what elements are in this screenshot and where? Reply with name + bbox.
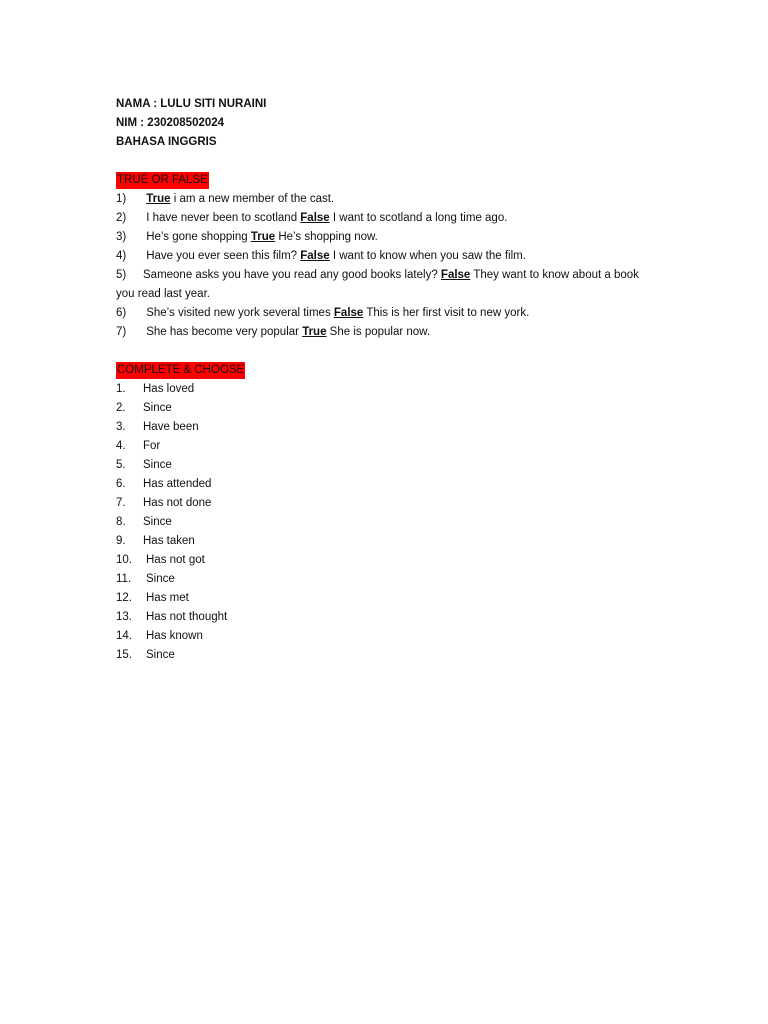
- answer-item: [116, 551, 656, 570]
- item-answer-text: Since: [146, 573, 175, 585]
- answer-item: [116, 494, 656, 513]
- spacer: [116, 342, 656, 361]
- item-explanation: I want to scotland a long time ago.: [329, 212, 508, 224]
- true-false-heading: TRUE OR FALSE: [116, 172, 209, 189]
- item-number: 11.: [116, 573, 132, 585]
- item-explanation: I want to know when you saw the film.: [329, 250, 526, 262]
- item-answer: True: [146, 193, 171, 205]
- true-false-item: [116, 209, 656, 228]
- item-number: 8.: [116, 516, 126, 528]
- item-question: Have you ever seen this film?: [146, 250, 301, 262]
- true-false-item: [116, 323, 656, 342]
- true-false-item: [116, 190, 656, 209]
- item-answer-text: Since: [143, 459, 172, 471]
- item-number: 2.: [116, 402, 126, 414]
- item-question: I have never been to scotland: [146, 212, 301, 224]
- student-nim: NIM : 230208502024: [116, 117, 225, 129]
- item-answer-text: Has taken: [143, 535, 195, 547]
- answer-item: [116, 570, 656, 589]
- item-answer: False: [333, 307, 364, 319]
- item-number: 3.: [116, 421, 126, 433]
- item-explanation: She is popular now.: [326, 326, 431, 338]
- item-explanation: He’s shopping now.: [275, 231, 378, 243]
- item-answer-text: Has attended: [143, 478, 212, 490]
- answer-item: [116, 418, 656, 437]
- item-number: 2): [116, 212, 127, 224]
- item-number: 7.: [116, 497, 126, 509]
- item-answer: True: [250, 231, 276, 243]
- item-question: Sameone asks you have you read any good books lately?: [143, 269, 441, 281]
- item-answer-text: Has not done: [143, 497, 212, 509]
- item-answer-text: Since: [143, 402, 172, 414]
- item-answer-text: Have been: [143, 421, 199, 433]
- complete-choose-heading: COMPLETE & CHOOSE: [116, 362, 245, 379]
- item-number: 5): [116, 269, 127, 281]
- item-answer: False: [300, 250, 330, 262]
- true-false-item: [116, 304, 656, 323]
- item-answer-text: Has met: [146, 592, 189, 604]
- true-false-item: [116, 228, 656, 247]
- item-question: He’s gone shopping: [146, 231, 251, 243]
- item-answer: True: [302, 326, 327, 338]
- answer-item: [116, 380, 656, 399]
- document-page: [116, 95, 656, 665]
- item-number: 4.: [116, 440, 126, 452]
- item-question: She’s visited new york several times: [146, 307, 334, 319]
- true-false-item: [116, 247, 656, 266]
- true-false-heading-row: [116, 171, 656, 190]
- item-number: 4): [116, 250, 127, 262]
- item-number: 6.: [116, 478, 126, 490]
- item-answer-text: Has loved: [143, 383, 195, 395]
- answer-item: [116, 627, 656, 646]
- answer-item: [116, 589, 656, 608]
- item-answer-text: Since: [143, 516, 172, 528]
- item-number: 13.: [116, 611, 132, 623]
- item-number: 3): [116, 231, 127, 243]
- item-number: 12.: [116, 592, 132, 604]
- item-number: 7): [116, 326, 127, 338]
- true-false-item: [116, 266, 656, 304]
- item-number: 1.: [116, 383, 126, 395]
- item-question: She has become very popular: [146, 326, 303, 338]
- answer-item: [116, 475, 656, 494]
- item-number: 15.: [116, 649, 132, 661]
- student-name: NAMA : LULU SITI NURAINI: [116, 98, 267, 110]
- answer-item: [116, 399, 656, 418]
- answer-item: [116, 646, 656, 665]
- answer-item: [116, 437, 656, 456]
- item-number: 5.: [116, 459, 126, 471]
- answer-item: [116, 532, 656, 551]
- item-answer-text: Since: [146, 649, 175, 661]
- item-answer-text: For: [143, 440, 161, 452]
- item-number: 1): [116, 193, 127, 205]
- item-number: 9.: [116, 535, 126, 547]
- item-number: 6): [116, 307, 127, 319]
- item-number: 10.: [116, 554, 132, 566]
- answer-item: [116, 513, 656, 532]
- item-answer-text: Has known: [146, 630, 203, 642]
- answer-item: [116, 608, 656, 627]
- answer-item: [116, 456, 656, 475]
- item-answer-text: Has not thought: [146, 611, 228, 623]
- item-answer-text: Has not got: [146, 554, 205, 566]
- item-explanation: i am a new member of the cast.: [170, 193, 335, 205]
- subject-title: BAHASA INGGRIS: [116, 136, 217, 148]
- item-answer: False: [300, 212, 330, 224]
- item-answer: False: [440, 269, 471, 281]
- complete-choose-heading-row: [116, 361, 656, 380]
- item-explanation: This is her first visit to new york.: [363, 307, 530, 319]
- spacer: [116, 152, 656, 171]
- item-number: 14.: [116, 630, 132, 642]
- item-explanation: They want to know about a book you read last year.: [116, 269, 639, 300]
